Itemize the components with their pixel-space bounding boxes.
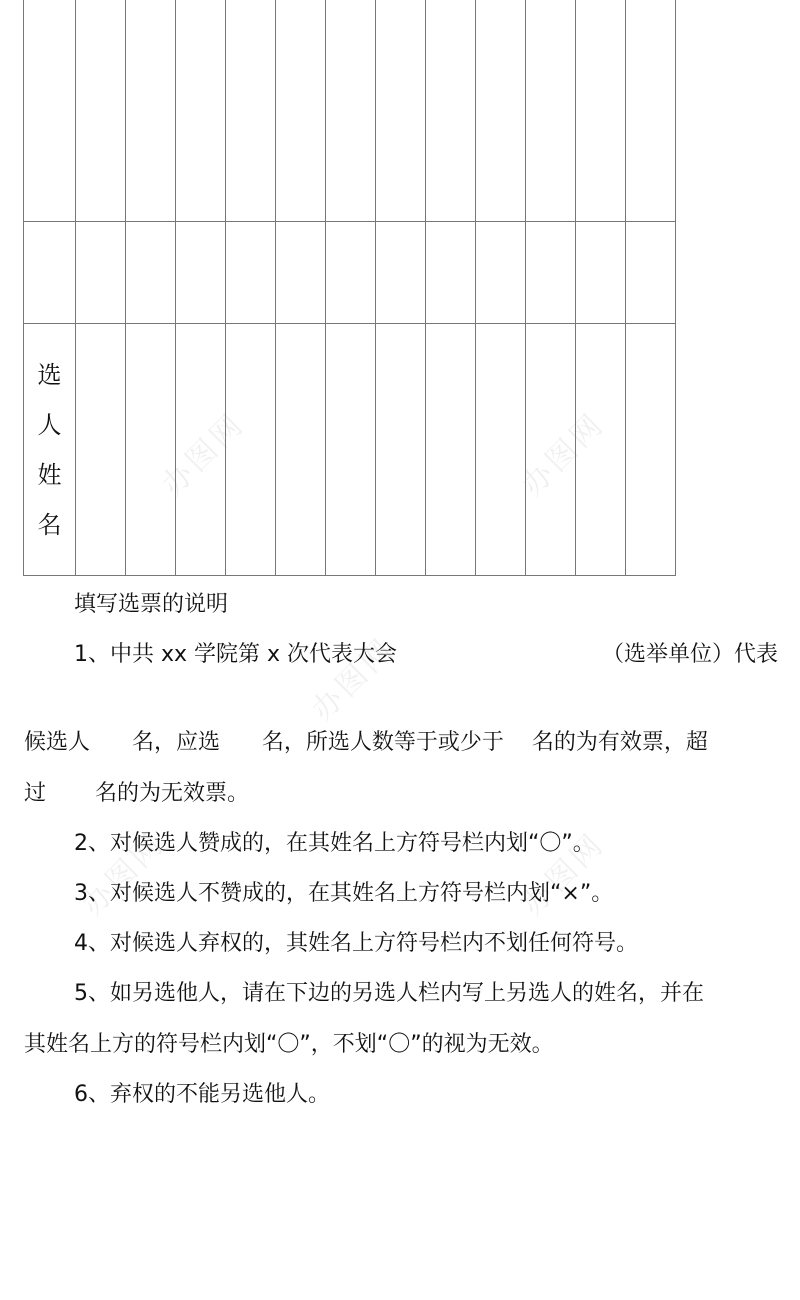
alt-candidate-name-label	[24, 324, 76, 576]
alt-symbol-cell[interactable]	[276, 222, 326, 324]
symbol-cell[interactable]	[126, 0, 176, 222]
alt-candidate-name-row	[24, 324, 676, 576]
instructions-heading: 填写选票的说明	[74, 592, 229, 617]
alt-name-cell[interactable]	[476, 324, 526, 576]
instruction-3: 3、对候选人不赞成的，在其姓名上方符号栏内划“×”。	[74, 881, 614, 906]
alt-name-cell[interactable]	[326, 324, 376, 576]
alt-symbol-cell[interactable]	[376, 222, 426, 324]
symbol-cell[interactable]	[76, 0, 126, 222]
alt-symbol-cell[interactable]	[126, 222, 176, 324]
label-char: 名	[37, 510, 62, 539]
alt-name-cell[interactable]	[576, 324, 626, 576]
alt-symbol-cell[interactable]	[426, 222, 476, 324]
alt-name-cell[interactable]	[126, 324, 176, 576]
instruction-1-line-3: 过 名的为无效票。	[24, 781, 249, 806]
instruction-2: 2、对候选人赞成的，在其姓名上方符号栏内划“〇”。	[74, 831, 595, 856]
alt-name-cell[interactable]	[276, 324, 326, 576]
symbol-row	[24, 0, 676, 222]
symbol-cell[interactable]	[276, 0, 326, 222]
watermark-3: 办图网	[305, 631, 402, 728]
symbol-cell[interactable]	[376, 0, 426, 222]
alt-name-cell[interactable]	[226, 324, 276, 576]
watermark-1: 办图网	[155, 406, 252, 503]
alt-name-cell[interactable]	[376, 324, 426, 576]
instruction-4: 4、对候选人弃权的，其姓名上方符号栏内不划任何符号。	[74, 931, 638, 956]
instruction-1-part-2: （选举单位）代表	[601, 642, 778, 667]
alt-symbol-row	[24, 222, 676, 324]
alt-name-cell[interactable]	[76, 324, 126, 576]
watermark-4: 办图网	[515, 826, 612, 923]
symbol-cell[interactable]	[326, 0, 376, 222]
instruction-5-line-2: 其姓名上方的符号栏内划“〇”，不划“〇”的视为无效。	[24, 1032, 554, 1057]
alt-name-cell[interactable]	[426, 324, 476, 576]
label-char: 人	[37, 410, 62, 439]
symbol-cell[interactable]	[626, 0, 676, 222]
symbol-cell[interactable]	[426, 0, 476, 222]
label-char: 选	[37, 360, 62, 389]
ballot-table	[23, 0, 676, 576]
alt-symbol-cell[interactable]	[526, 222, 576, 324]
instruction-1-line-2: 候选人 名，应选 名，所选人数等于或少于 名的为有效票，超	[24, 730, 708, 755]
symbol-cell[interactable]	[526, 0, 576, 222]
symbol-cell[interactable]	[226, 0, 276, 222]
instruction-5-line-1: 5、如另选他人，请在下边的另选人栏内写上另选人的姓名，并在	[74, 981, 704, 1006]
alt-symbol-cell[interactable]	[24, 222, 76, 324]
alt-symbol-cell[interactable]	[626, 222, 676, 324]
alt-name-cell[interactable]	[626, 324, 676, 576]
symbol-cell[interactable]	[176, 0, 226, 222]
watermark-2: 办图网	[515, 406, 612, 503]
symbol-cell[interactable]	[476, 0, 526, 222]
instruction-6: 6、弃权的不能另选他人。	[74, 1082, 330, 1107]
label-char: 姓	[37, 460, 62, 489]
alt-symbol-cell[interactable]	[326, 222, 376, 324]
alt-name-cell[interactable]	[526, 324, 576, 576]
alt-symbol-cell[interactable]	[76, 222, 126, 324]
alt-name-cell[interactable]	[176, 324, 226, 576]
instruction-1-part-1: 1、中共 xx 学院第 x 次代表大会	[74, 642, 398, 667]
alt-symbol-cell[interactable]	[176, 222, 226, 324]
watermark-5: 办图网	[75, 826, 172, 923]
alt-symbol-cell[interactable]	[226, 222, 276, 324]
symbol-cell[interactable]	[576, 0, 626, 222]
alt-symbol-cell[interactable]	[576, 222, 626, 324]
alt-symbol-cell[interactable]	[476, 222, 526, 324]
symbol-cell[interactable]	[24, 0, 76, 222]
